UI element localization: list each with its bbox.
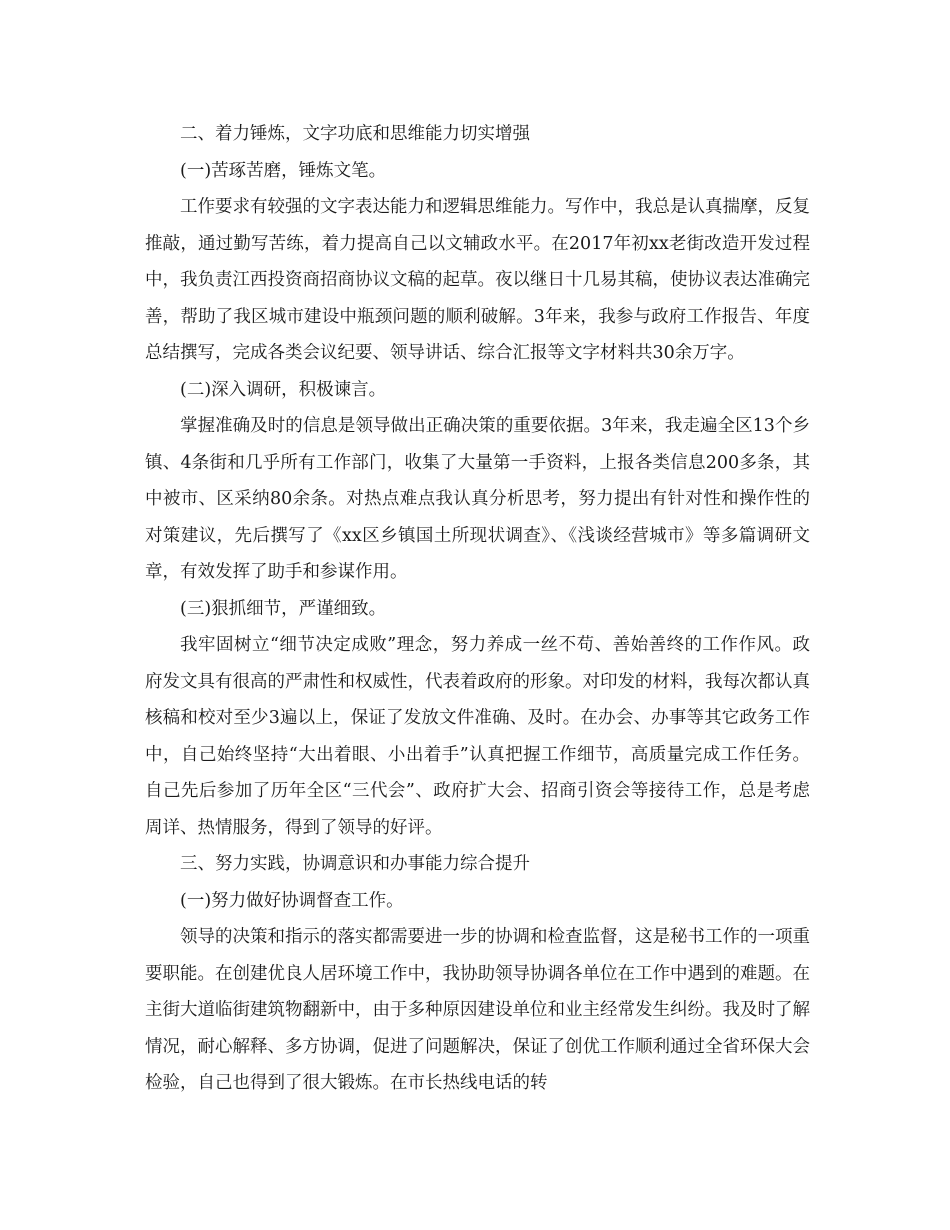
document-body (145, 116, 810, 1102)
body-paragraph: 领导的决策和指示的落实都需要进一步的协调和检查监督，这是秘书工作的一项重要职能。在创建优良人居环境工作中，我协助领导协调各单位在工作中遇到的难题。在主街大道临街建筑物翻新中，由于多种原因建设单位和业主经常发生纠纷。我及时了解情况，耐心解释、多方协调，促进了问题解决，保证了创优工作顺利通过全省环保大会检验，自己也得到了很大锻炼。在市长热线电话的转 (145, 927, 810, 1093)
subsection-heading: (三)狠抓细节，严谨细致。 (180, 598, 387, 619)
body-paragraph: 工作要求有较强的文字表达能力和逻辑思维能力。写作中，我总是认真揣摩，反复推敲，通过勤写苦练，着力提高自己以文辅政水平。在2017年初xx老街改造开发过程中，我负责江西投资商招商协议文稿的起草。夜以继日十几易其稿，使协议表达准确完善，帮助了我区城市建设中瓶颈问题的顺利破解。3年来，我参与政府工作报告、年度总结撰写，完成各类会议纪要、领导讲话、综合汇报等文字材料共30余万字。 (145, 197, 810, 363)
body-paragraph: 掌握准确及时的信息是领导做出正确决策的重要依据。3年来，我走遍全区13个乡镇、4条街和几乎所有工作部门，收集了大量第一手资料，上报各类信息200多条，其中被市、区采纳80余条。对热点难点我认真分析思考，努力提出有针对性和操作性的对策建议，先后撰写了《xx区乡镇国土所现状调查》、《浅谈经营城市》等多篇调研文章，有效发挥了助手和参谋作用。 (145, 416, 810, 582)
section-heading: 三、努力实践，协调意识和办事能力综合提升 (180, 854, 530, 874)
subsection-heading: (一)苦琢苦磨，锤炼文笔。 (180, 160, 387, 181)
body-paragraph: 我牢固树立“细节决定成败”理念，努力养成一丝不苟、善始善终的工作作风。政府发文具有很高的严肃性和权威性，代表着政府的形象。对印发的材料，我每次都认真核稿和校对至少3遍以上，保证了发放文件准确、及时。在办会、办事等其它政务工作中，自己始终坚持“大出着眼、小出着手”认真把握工作细节，高质量完成工作任务。自己先后参加了历年全区“三代会”、政府扩大会、招商引资会等接待工作，总是考虑周详、热情服务，得到了领导的好评。 (145, 635, 810, 838)
subsection-heading: (二)深入调研，积极谏言。 (180, 379, 387, 400)
section-heading: 二、着力锤炼，文字功底和思维能力切实增强 (180, 124, 530, 144)
subsection-heading: (一)努力做好协调督查工作。 (180, 890, 404, 911)
